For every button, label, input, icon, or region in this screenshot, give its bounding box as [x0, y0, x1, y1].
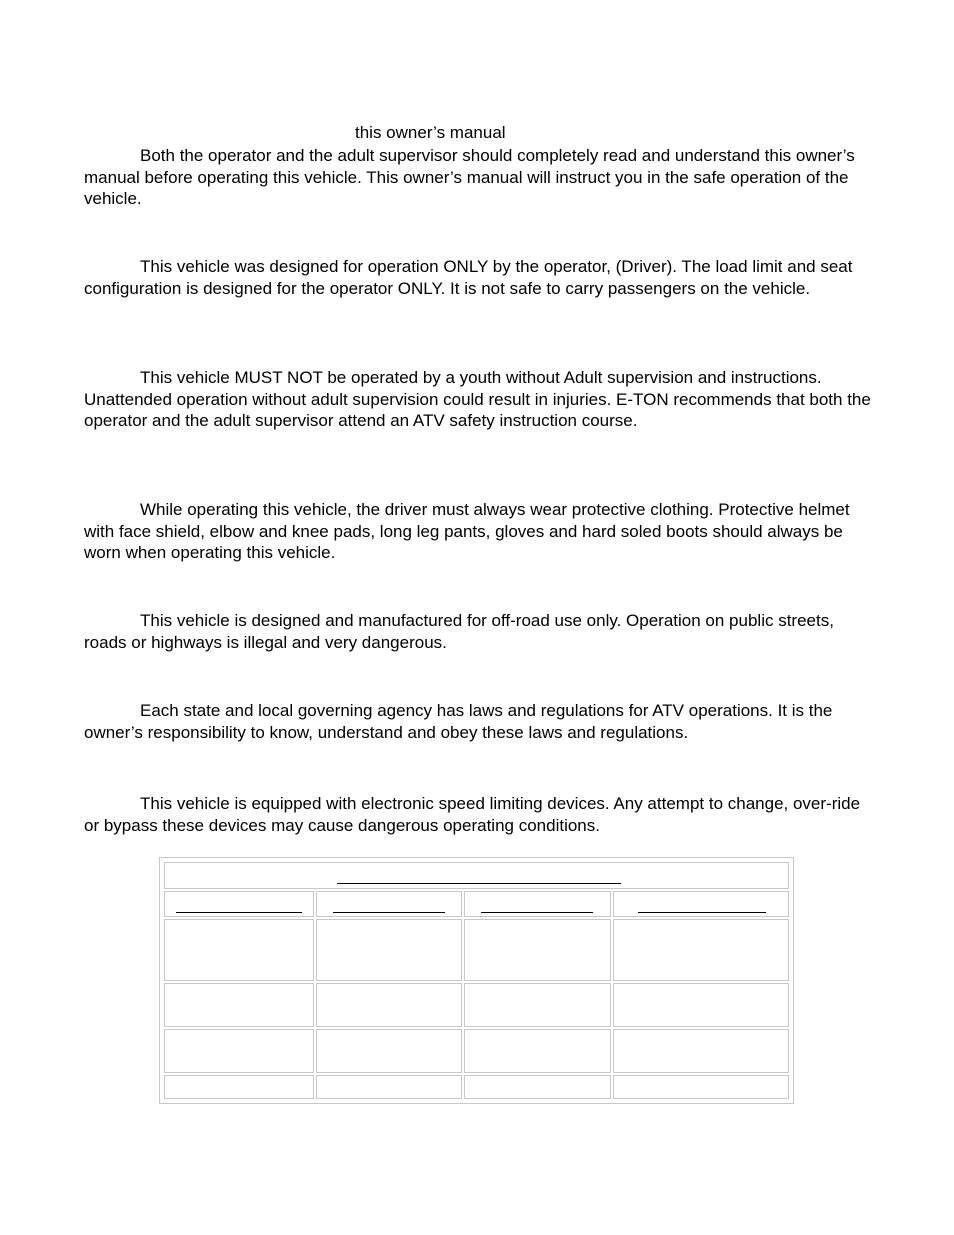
paragraph-off-road-only: This vehicle is designed and manufactured for off-road use only. Operation on public streets, roads or highways is illegal and very dangerous.: [84, 611, 834, 652]
table-title-cell: [164, 862, 789, 889]
paragraph-read-manual: Both the operator and the adult supervisor should completely read and understand this owner’s manual before operating this vehicle. This owner’s manual will instruct you in the safe operation of the vehicle.: [84, 146, 855, 208]
table-header-cell: [464, 891, 611, 917]
table-header-cell: [613, 891, 789, 917]
table-header-cell: [316, 891, 462, 917]
table-cell: [464, 919, 611, 981]
table-cell: [316, 919, 462, 981]
spec-table: [162, 860, 791, 1101]
table-cell: [613, 983, 789, 1027]
table-cell: [464, 1075, 611, 1099]
table-header-cell: [164, 891, 314, 917]
table-cell: [464, 1029, 611, 1073]
table-row: [164, 983, 789, 1027]
table-cell: [464, 983, 611, 1027]
table-cell: [613, 1075, 789, 1099]
paragraph-laws-regulations: Each state and local governing agency has laws and regulations for ATV operations. It is the owner’s responsibility to know, understand and obey these laws and regulations.: [84, 701, 833, 742]
table-row: [164, 919, 789, 981]
table-cell: [164, 919, 314, 981]
header-underline: [481, 912, 593, 913]
paragraph-protective-clothing: While operating this vehicle, the driver must always wear protective clothing. Protective helmet with face shield, elbow and knee pads, long leg pants, gloves and hard soled boots should always be worn when operating this vehicle.: [84, 500, 850, 562]
table-title-underline: [337, 883, 621, 884]
table-row: [164, 1029, 789, 1073]
paragraph-adult-supervision: This vehicle MUST NOT be operated by a youth without Adult supervision and instructions. Unattended operation without adult supervision could result in injuries. E-TON recommends that both the operator and the adult supervisor attend an ATV safety instruction course.: [84, 368, 871, 430]
paragraph-operator-only: This vehicle was designed for operation ONLY by the operator, (Driver). The load limit and seat configuration is designed for the operator ONLY. It is not safe to carry passengers on the vehicle.: [84, 257, 853, 298]
table-cell: [164, 1029, 314, 1073]
table-cell: [316, 1075, 462, 1099]
table-cell: [613, 1029, 789, 1073]
table-header-row: [164, 891, 789, 917]
table-cell: [164, 983, 314, 1027]
table-cell: [316, 1029, 462, 1073]
table-cell: [613, 919, 789, 981]
table-cell: [164, 1075, 314, 1099]
header-underline: [333, 912, 445, 913]
spec-table-frame: [159, 857, 794, 1104]
header-underline: [638, 912, 766, 913]
paragraph-speed-limiting: This vehicle is equipped with electronic speed limiting devices. Any attempt to change, over-ride or bypass these devices may cause dangerous operating conditions.: [84, 794, 861, 835]
table-row: [164, 1075, 789, 1099]
section-heading-fragment: this owner’s manual: [355, 123, 506, 142]
header-underline: [176, 912, 302, 913]
table-cell: [316, 983, 462, 1027]
